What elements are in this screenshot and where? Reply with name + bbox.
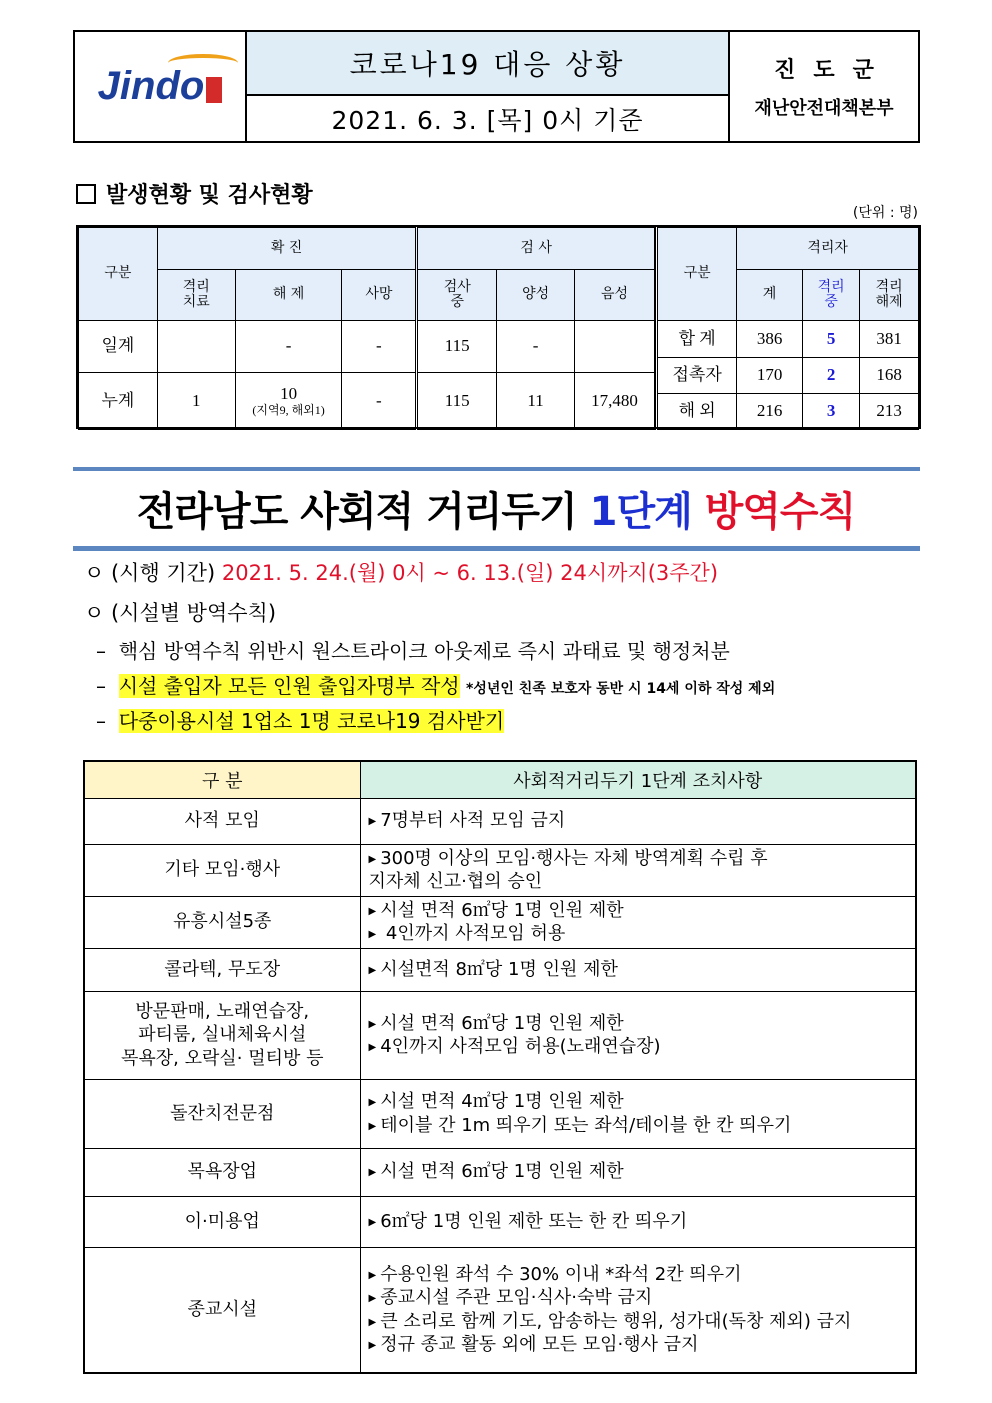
- table-row: [84, 844, 916, 896]
- measure-text: 종교시설 주관 모임·식사·숙박 금지: [380, 1287, 653, 1309]
- table-row: [84, 991, 916, 1079]
- measure-item: [369, 1333, 908, 1356]
- category-cell: 사적 모임: [84, 798, 360, 844]
- cell: 115: [417, 373, 497, 430]
- rule-item: [96, 635, 730, 664]
- triangle-bullet-icon: ▶: [368, 905, 377, 917]
- confirmed-test-table: [78, 227, 655, 430]
- cell: -: [342, 373, 417, 430]
- document-header: [73, 30, 920, 143]
- org-name: 진도군: [774, 58, 892, 83]
- triangle-bullet-icon: ▶: [368, 1120, 377, 1132]
- divider: [73, 467, 920, 471]
- table-row: [657, 321, 919, 358]
- triangle-bullet-icon: ▶: [368, 1340, 377, 1352]
- category-cell: 종교시설: [84, 1247, 360, 1373]
- released-value: 10: [280, 384, 298, 404]
- cell: 1: [157, 373, 235, 430]
- rule-text: 다중이용시설 1업소 1명 코로나19 검사받기: [118, 709, 505, 733]
- table-row: [657, 394, 919, 430]
- measure-item: [369, 1090, 908, 1113]
- header-confirmed: 확 진: [157, 228, 416, 270]
- measure-text: 정규 종교 활동 외에 모든 모임·행사 금지: [380, 1334, 699, 1356]
- facility-line: ㅇ (시설별 방역수칙): [84, 601, 277, 625]
- triangle-bullet-icon: ▶: [368, 1167, 377, 1179]
- cell: -: [342, 321, 417, 373]
- period-line: [84, 557, 718, 587]
- section-title: 발생현황 및 검사현황: [106, 183, 313, 208]
- rule-text: 시설 출입자 모든 인원 출입자명부 작성: [118, 674, 460, 698]
- measure-item: [369, 809, 908, 832]
- doc-title: 코로나19 대응 상황: [247, 32, 728, 96]
- header-gubun: 구분: [79, 228, 158, 321]
- dash: –: [96, 709, 106, 733]
- cell: -: [497, 321, 575, 373]
- period-label: ㅇ (시행 기간): [84, 561, 222, 585]
- measure-text: 시설 면적 4㎡당 1명 인원 제한: [380, 1091, 624, 1113]
- rule-text: 핵심 방역수칙 위반시 원스트라이크 아웃제로 즉시 과태료 및 행정처분: [118, 639, 730, 663]
- row-label: 합 계: [657, 321, 737, 358]
- measure-text: 4인까지 사적모임 허용: [380, 923, 566, 944]
- table-row: [84, 948, 916, 991]
- cell: 213: [860, 394, 919, 430]
- rule-item: [96, 705, 504, 734]
- row-label: 누계: [79, 373, 158, 430]
- cell: [157, 321, 235, 373]
- quarantine-table: [655, 227, 919, 430]
- table-row: [84, 1196, 916, 1247]
- cell: 3: [802, 394, 860, 430]
- cell: 381: [860, 321, 919, 358]
- measures-cell: [360, 1247, 916, 1373]
- measure-text: 시설 면적 6㎡당 1명 인원 제한: [380, 1161, 624, 1183]
- measure-item: [369, 1263, 908, 1286]
- measure-item: [369, 847, 908, 894]
- triangle-bullet-icon: ▶: [368, 1293, 377, 1305]
- cell: 11: [497, 373, 575, 430]
- jindo-logo: Jindo: [75, 32, 247, 141]
- table-row: [84, 1148, 916, 1196]
- measure-text: 6㎡당 1명 인원 제한 또는 한 칸 띄우기: [380, 1210, 688, 1232]
- measures-cell: [360, 896, 916, 948]
- dash: –: [96, 639, 106, 663]
- table-row: [79, 321, 655, 373]
- triangle-bullet-icon: ▶: [368, 1269, 377, 1281]
- rule-item: [96, 670, 775, 699]
- banner-part2: 1단계: [589, 489, 705, 535]
- cell: 386: [737, 321, 803, 358]
- measure-text: 시설면적 8㎡당 1명 인원 제한: [380, 958, 618, 980]
- measure-text: 테이블 간 1m 띄우기 또는 좌석/테이블 한 칸 띄우기: [380, 1114, 792, 1136]
- row-label: 접촉자: [657, 358, 737, 394]
- header-positive: 양성: [497, 270, 575, 321]
- table-row: [657, 358, 919, 394]
- category-cell: 돌잔치전문점: [84, 1079, 360, 1148]
- triangle-bullet-icon: ▶: [368, 853, 377, 865]
- cell: 216: [737, 394, 803, 430]
- measures-cell: [360, 1196, 916, 1247]
- header-negative: 음성: [575, 270, 655, 321]
- checkbox-square-icon: [76, 184, 96, 204]
- measure-item: [369, 1286, 908, 1309]
- header-quarantine: 격리자: [737, 228, 919, 270]
- category-cell: 목욕장업: [84, 1148, 360, 1196]
- rule-note: *성년인 친족 보호자 동반 시 14세 이하 작성 제외: [466, 681, 776, 697]
- triangle-bullet-icon: ▶: [368, 1018, 377, 1030]
- unit-label: (단위 : 명): [852, 205, 918, 221]
- measure-item: [369, 899, 908, 922]
- header-released: 해 제: [235, 270, 342, 321]
- section-heading: [76, 178, 313, 209]
- measure-item: [369, 1012, 908, 1035]
- measures-cell: [360, 991, 916, 1079]
- header-isolation-treatment: 격리 치료: [157, 270, 235, 321]
- measure-text: 큰 소리로 함께 기도, 암송하는 행위, 성가대(독창 제외) 금지: [380, 1310, 852, 1332]
- measure-text: 4인까지 사적모임 허용(노래연습장): [380, 1036, 661, 1057]
- triangle-bullet-icon: ▶: [368, 1316, 377, 1328]
- released-note: (지역9, 해외1): [252, 402, 325, 417]
- period-value: 2021. 5. 24.(월) 0시 ~ 6. 13.(일) 24시까지(3주간): [221, 561, 719, 585]
- triangle-bullet-icon: ▶: [368, 1097, 377, 1109]
- measure-item: [369, 958, 908, 981]
- header-testing: 검사 중: [417, 270, 497, 321]
- measure-item: [369, 1210, 908, 1233]
- triangle-bullet-icon: ▶: [368, 964, 377, 976]
- measures-cell: [360, 1148, 916, 1196]
- org-dept: 재난안전대책본부: [754, 98, 894, 119]
- measure-item: [369, 1310, 908, 1333]
- measures-cell: [360, 798, 916, 844]
- table-row: [84, 798, 916, 844]
- cell: 115: [417, 321, 497, 373]
- header-test: 검 사: [417, 228, 655, 270]
- cell: 5: [802, 321, 860, 358]
- header-category: 구 분: [84, 761, 360, 798]
- table-row: [84, 896, 916, 948]
- measure-text: 7명부터 사적 모임 금지: [380, 810, 566, 832]
- rules-table: [83, 760, 917, 1374]
- category-cell: 방문판매, 노래연습장, 파티룸, 실내체육시설 목욕장, 오락실· 멀티방 등: [84, 991, 360, 1079]
- cell: 2: [802, 358, 860, 394]
- cell: [575, 321, 655, 373]
- dash: –: [96, 674, 106, 698]
- triangle-bullet-icon: ▶: [368, 1042, 377, 1053]
- table-row: [84, 1079, 916, 1148]
- measure-text: 시설 면적 6㎡당 1명 인원 제한: [380, 899, 624, 921]
- measure-item: [369, 1035, 908, 1058]
- category-cell: 기타 모임·행사: [84, 844, 360, 896]
- measure-item: [369, 922, 908, 945]
- header-death: 사망: [342, 270, 417, 321]
- category-cell: 이·미용업: [84, 1196, 360, 1247]
- measures-cell: [360, 1079, 916, 1148]
- triangle-bullet-icon: ▶: [368, 816, 377, 828]
- measure-text: 시설 면적 6㎡당 1명 인원 제한: [380, 1012, 624, 1034]
- header-measures: 사회적거리두기 1단계 조치사항: [360, 761, 916, 798]
- table-row: [79, 373, 655, 430]
- banner-part3: 방역수칙: [704, 489, 856, 535]
- doc-date: 2021. 6. 3. [목] 0시 기준: [331, 105, 644, 135]
- cell: -: [235, 321, 342, 373]
- header-in-quarantine: 격리 중: [802, 270, 860, 321]
- header-total: 계: [737, 270, 803, 321]
- header-gubun: 구분: [657, 228, 737, 321]
- banner-title: [0, 480, 992, 537]
- table-row: [84, 1247, 916, 1373]
- cell: 17,480: [575, 373, 655, 430]
- cell: [235, 373, 342, 430]
- row-label: 해 외: [657, 394, 737, 430]
- status-table: [76, 225, 921, 429]
- header-q-released: 격리 해제: [860, 270, 919, 321]
- measures-cell: [360, 844, 916, 896]
- banner-part1: 전라남도 사회적 거리두기: [136, 489, 590, 535]
- triangle-bullet-icon: ▶: [368, 929, 377, 940]
- measure-item: [369, 1160, 908, 1183]
- measures-cell: [360, 948, 916, 991]
- category-cell: 콜라텍, 무도장: [84, 948, 360, 991]
- cell: 170: [737, 358, 803, 394]
- cell: 168: [860, 358, 919, 394]
- measure-text: 300명 이상의 모임·행사는 자체 방역계획 수립 후 지자체 신고·협의 승인: [368, 847, 768, 892]
- row-label: 일계: [79, 321, 158, 373]
- triangle-bullet-icon: ▶: [368, 1216, 377, 1228]
- measure-text: 수용인원 좌석 수 30% 이내 *좌석 2칸 띄우기: [380, 1263, 742, 1285]
- divider: [73, 546, 920, 551]
- measure-item: [369, 1114, 908, 1137]
- category-cell: 유흥시설5종: [84, 896, 360, 948]
